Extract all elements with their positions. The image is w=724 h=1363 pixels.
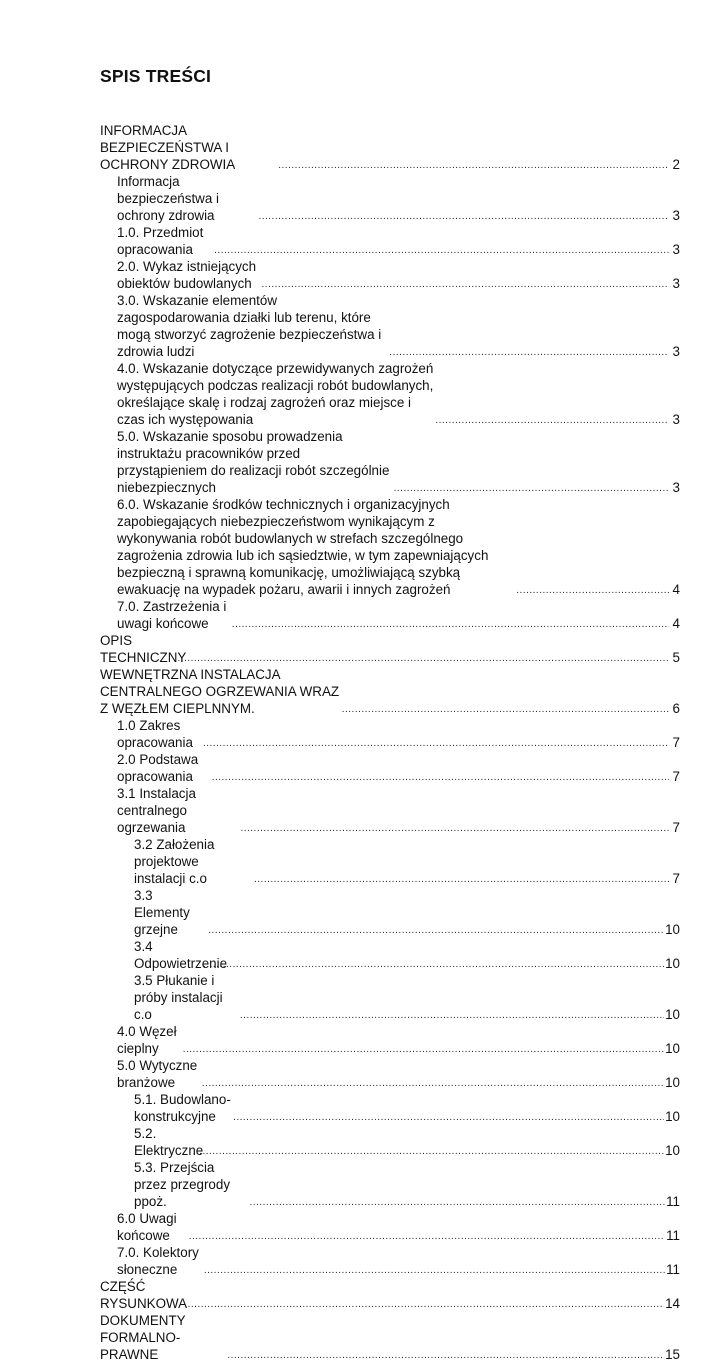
- toc-entry-label: Informacja bezpieczeństwa i ochrony zdrowia: [117, 174, 219, 223]
- toc-dot-leader: [184, 1298, 664, 1312]
- toc-dot-leader: [189, 1230, 665, 1244]
- toc-page-number: 6: [672, 701, 680, 716]
- toc-dot-leader: [232, 618, 669, 632]
- toc-entry-label: 5.3. Przejścia przez przegrody ppoż.: [134, 1160, 231, 1209]
- toc-entry-label: 6.0. Wskazanie środków technicznych i organizacyjnych zapobiegających niebezpieczeństwom wynikającym z wykonywania robót budowlanych w strefach szczególnego zagrożenia zdrowia lub ich sąsiedztwie, w tym zapewniających bezpieczną i sprawną komunikację, umożliwiającą szybką ewakuację na wypadek pożaru, awarii i innych zagrożeń: [117, 497, 489, 597]
- toc-page-number: 4: [672, 582, 680, 597]
- toc-entry-label: 1.0 Zakres opracowania: [117, 718, 193, 750]
- toc-entry[interactable]: [100, 122, 680, 173]
- toc-page-number: 10: [665, 1143, 680, 1158]
- toc-entry[interactable]: [100, 1159, 680, 1210]
- toc-entry-label: 7.0. Zastrzeżenia i uwagi końcowe: [117, 599, 227, 631]
- toc-entry-label: 5.0. Wskazanie sposobu prowadzenia instruktażu pracowników przed przystąpieniem do realizacji robót szczególnie niebezpiecznych: [117, 429, 390, 495]
- page-title: SPIS TREŚCI: [100, 66, 212, 86]
- toc-page-number: 11: [666, 1228, 680, 1243]
- toc-entry-label: OPIS TECHNICZNY: [100, 633, 187, 665]
- toc-entry[interactable]: [100, 785, 680, 836]
- toc-entry[interactable]: [100, 1278, 680, 1312]
- toc-dot-leader: [342, 703, 669, 717]
- toc-dot-leader: [516, 584, 669, 598]
- toc-page-number: 10: [665, 1007, 680, 1022]
- toc-entry-label: 3.1 Instalacja centralnego ogrzewania: [117, 786, 196, 835]
- toc-page-number: 10: [665, 922, 680, 937]
- toc-dot-leader: [254, 873, 669, 887]
- toc-entry[interactable]: [100, 887, 680, 938]
- toc-entry[interactable]: [100, 1057, 680, 1091]
- toc-entry[interactable]: [100, 598, 680, 632]
- toc-entry-label: 3.3 Elementy grzejne: [134, 888, 190, 937]
- toc-entry-label: 3.4 Odpowietrzenie: [134, 939, 228, 971]
- toc-entry[interactable]: [100, 1091, 680, 1125]
- toc-entry[interactable]: [100, 1312, 680, 1363]
- toc-dot-leader: [204, 1264, 665, 1278]
- toc-entry-label: 5.0 Wytyczne branżowe: [117, 1058, 198, 1090]
- toc-entry[interactable]: [100, 224, 680, 258]
- toc-entry[interactable]: [100, 1210, 680, 1244]
- toc-page-number: 2: [672, 157, 680, 172]
- toc-page-number: 7: [672, 769, 680, 784]
- toc-dot-leader: [193, 1145, 664, 1159]
- table-of-contents: [100, 122, 680, 1363]
- toc-entry-label: 2.0. Wykaz istniejących obiektów budowlanych: [117, 259, 257, 291]
- toc-entry-label: 5.1. Budowlano-konstrukcyjne: [134, 1092, 231, 1124]
- toc-page-number: 7: [672, 820, 680, 835]
- toc-dot-leader: [202, 1077, 664, 1091]
- toc-entry[interactable]: [100, 496, 680, 598]
- toc-entry[interactable]: [100, 360, 680, 428]
- toc-entry[interactable]: [100, 292, 680, 360]
- toc-entry-label: 5.2. Elektryczne: [134, 1126, 204, 1158]
- toc-page-number: 3: [672, 276, 680, 291]
- toc-entry[interactable]: [100, 938, 680, 972]
- toc-dot-leader: [258, 210, 669, 224]
- toc-entry-label: 2.0 Podstawa opracowania: [117, 752, 199, 784]
- toc-page-number: 5: [672, 650, 680, 665]
- toc-dot-leader: [183, 1043, 664, 1057]
- toc-entry[interactable]: [100, 1023, 680, 1057]
- toc-entry-label: WEWNĘTRZNA INSTALACJA CENTRALNEGO OGRZEWANIA WRAZ Z WĘZŁEM CIEPLNNYM.: [100, 667, 340, 716]
- toc-entry[interactable]: [100, 836, 680, 887]
- toc-dot-leader: [240, 1009, 664, 1023]
- toc-page-number: 3: [672, 412, 680, 427]
- toc-page-number: 11: [666, 1194, 680, 1209]
- toc-dot-leader: [278, 159, 669, 173]
- toc-entry-label: 7.0. Kolektory słoneczne: [117, 1245, 199, 1277]
- toc-entry-label: 1.0. Przedmiot opracowania: [117, 225, 204, 257]
- toc-dot-leader: [227, 1349, 664, 1363]
- toc-entry-label: 3.2 Założenia projektowe instalacji c.o: [134, 837, 215, 886]
- toc-dot-leader: [203, 958, 664, 972]
- toc-page-number: 4: [672, 616, 680, 631]
- toc-dot-leader: [262, 278, 669, 292]
- toc-dot-leader: [203, 737, 669, 751]
- toc-dot-leader: [233, 1111, 664, 1125]
- toc-dot-leader: [394, 482, 669, 496]
- toc-page-number: 15: [665, 1347, 680, 1362]
- toc-page-number: 14: [665, 1296, 680, 1311]
- toc-entry-label: 3.0. Wskazanie elementów zagospodarowania działki lub terenu, które mogą stworzyć zagrożenie bezpieczeństwa i zdrowia ludzi: [117, 293, 382, 359]
- toc-page-number: 3: [672, 208, 680, 223]
- toc-entry[interactable]: [100, 717, 680, 751]
- toc-page-number: 3: [672, 344, 680, 359]
- toc-entry[interactable]: [100, 666, 680, 717]
- toc-page-number: 10: [665, 1109, 680, 1124]
- toc-entry-label: INFORMACJA BEZPIECZEŃSTWA I OCHRONY ZDROWIA: [100, 123, 236, 172]
- toc-page-number: 10: [665, 956, 680, 971]
- toc-entry[interactable]: [100, 1125, 680, 1159]
- toc-dot-leader: [214, 244, 669, 258]
- toc-entry-label: DOKUMENTY FORMALNO-PRAWNE: [100, 1313, 186, 1362]
- toc-page-number: 7: [672, 871, 680, 886]
- toc-page-number: 11: [666, 1262, 680, 1277]
- toc-entry-label: 4.0 Węzeł cieplny: [117, 1024, 177, 1056]
- toc-dot-leader: [249, 1196, 665, 1210]
- toc-entry[interactable]: [100, 751, 680, 785]
- toc-dot-leader: [177, 652, 669, 666]
- toc-page-number: 10: [665, 1041, 680, 1056]
- toc-dot-leader: [389, 346, 669, 360]
- toc-page-number: 10: [665, 1075, 680, 1090]
- toc-entry-label: 3.5 Płukanie i próby instalacji c.o: [134, 973, 223, 1022]
- toc-entry[interactable]: [100, 972, 680, 1023]
- toc-dot-leader: [435, 414, 669, 428]
- toc-entry-label: 6.0 Uwagi końcowe: [117, 1211, 177, 1243]
- toc-dot-leader: [240, 822, 669, 836]
- toc-entry[interactable]: [100, 173, 680, 224]
- toc-entry[interactable]: [100, 1244, 680, 1278]
- toc-dot-leader: [212, 771, 669, 785]
- toc-page-number: 3: [672, 480, 680, 495]
- toc-page-number: 7: [672, 735, 680, 750]
- toc-entry[interactable]: [100, 632, 680, 666]
- toc-entry-label: CZĘŚĆ RYSUNKOWA: [100, 1279, 188, 1311]
- toc-entry[interactable]: [100, 428, 680, 496]
- toc-entry-label: 4.0. Wskazanie dotyczące przewidywanych zagrożeń występujących podczas realizacji robót budowlanych, określające skalę i rodzaj zagrożeń oraz miejsce i czas ich występowania: [117, 361, 434, 427]
- toc-entry[interactable]: [100, 258, 680, 292]
- toc-dot-leader: [208, 924, 664, 938]
- toc-page-number: 3: [672, 242, 680, 257]
